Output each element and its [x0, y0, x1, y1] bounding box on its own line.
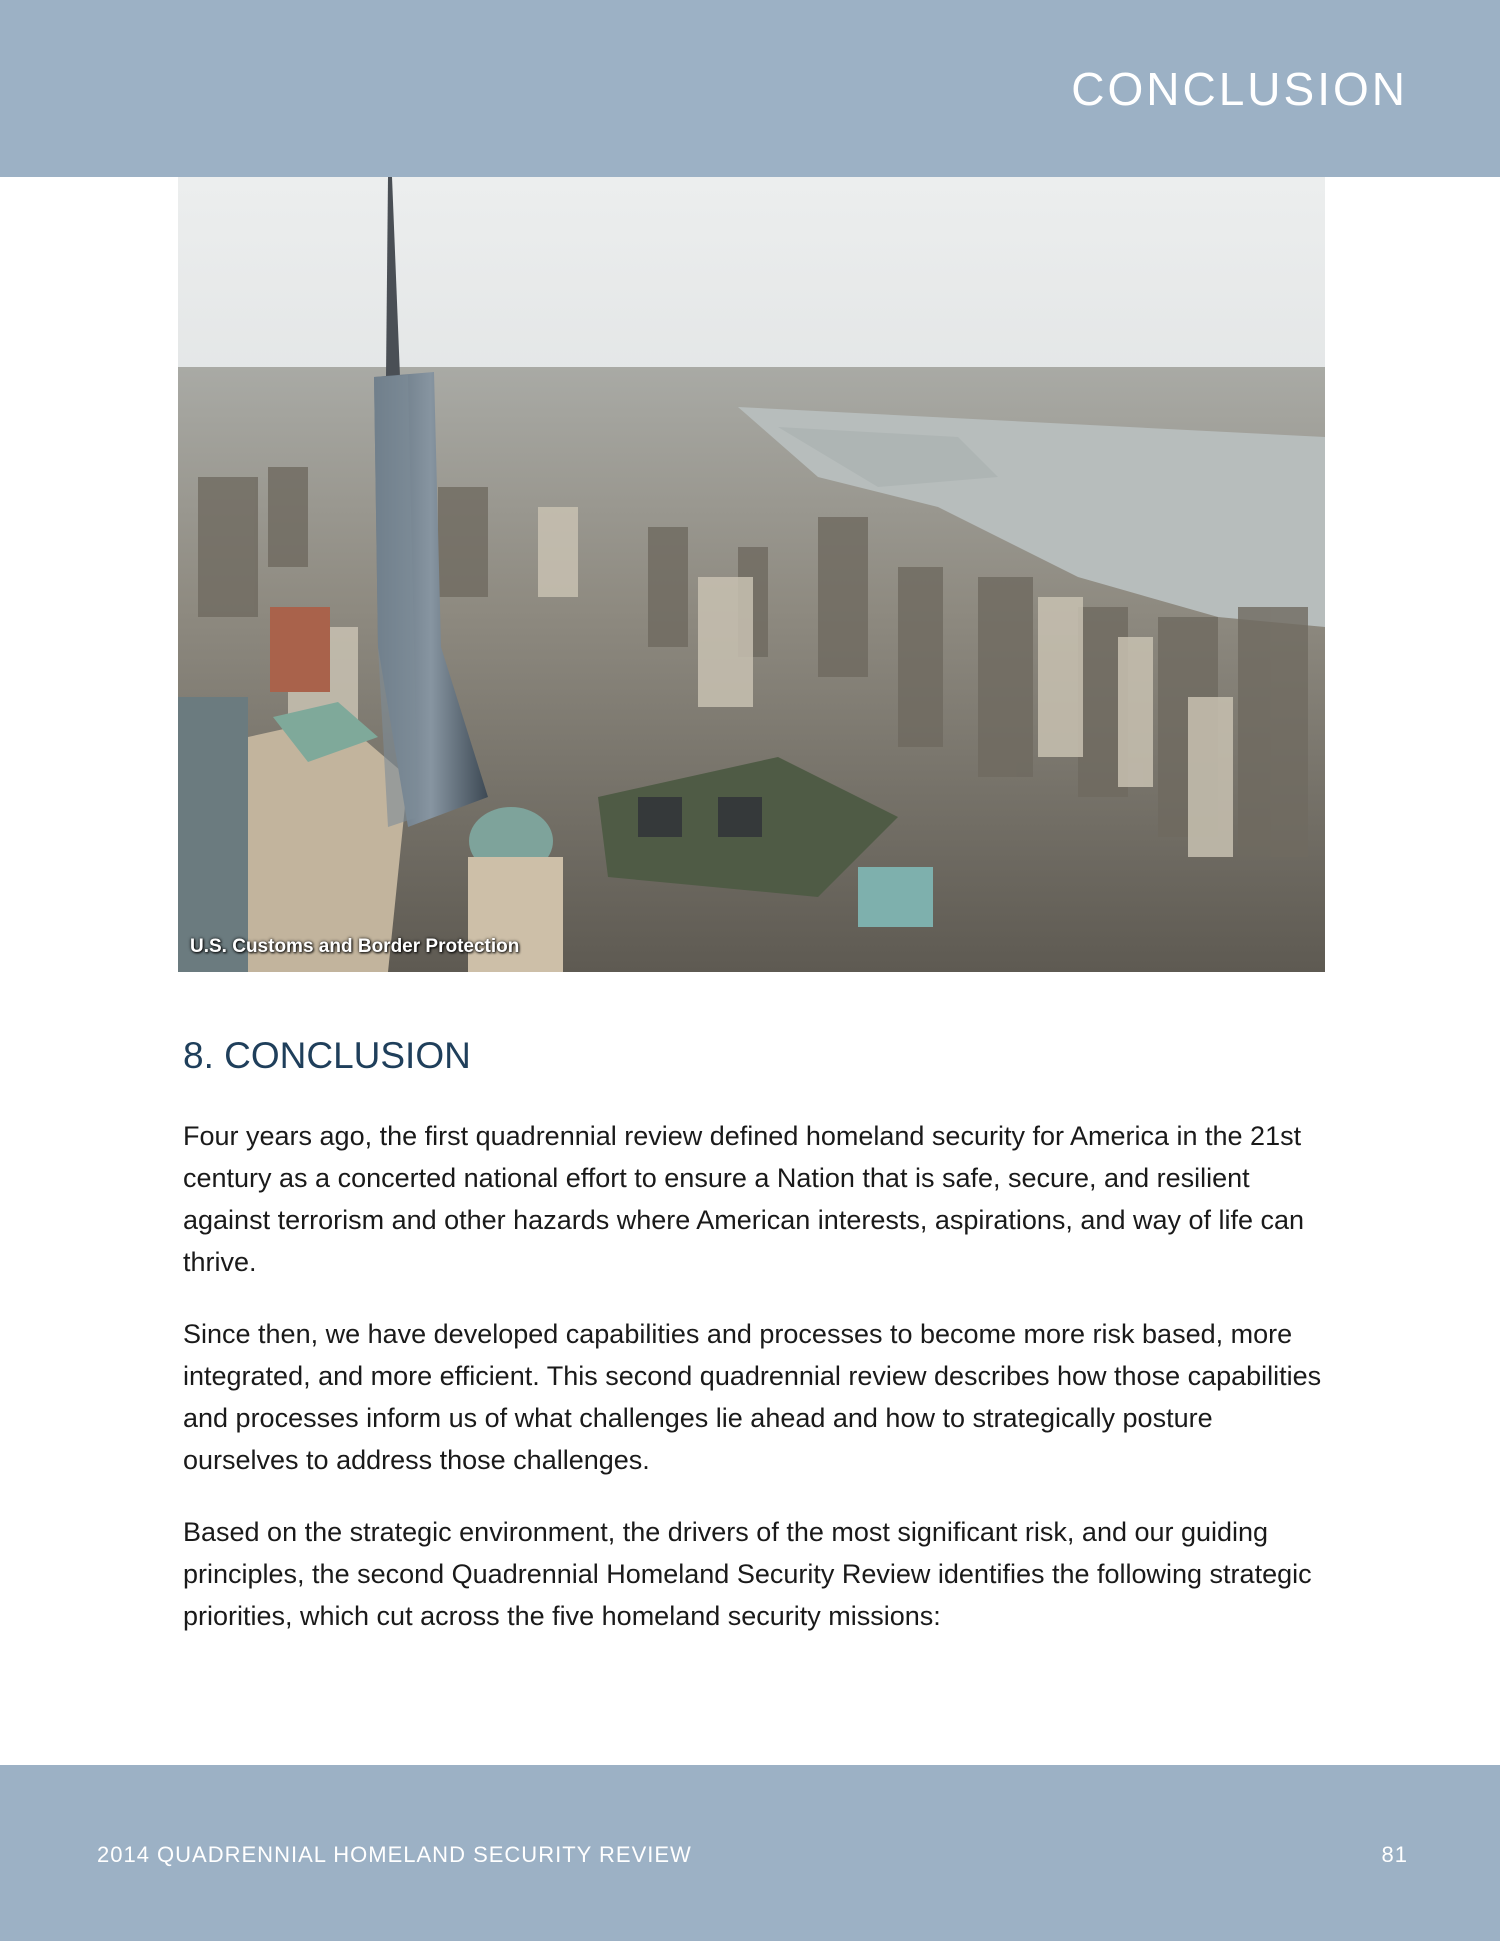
aerial-city-photo — [178, 177, 1325, 972]
page-number: 81 — [1381, 1842, 1408, 1867]
paragraph: Based on the strategic environment, the drivers of the most significant risk, and our guiding principles, the second Quadrennial Homeland Security Review identifies the following strategic priorities, which cut across the five homeland security missions: — [183, 1517, 1312, 1631]
page-section-title: CONCLUSION — [1071, 63, 1408, 115]
city-skyline-illustration — [178, 177, 1325, 972]
photo-credit: U.S. Customs and Border Protection — [190, 936, 520, 957]
paragraph: Since then, we have developed capabilities and processes to become more risk based, more integrated, and more efficient. This second quadrennial review describes how those capabilities and processes inform us of what challenges lie ahead and how to strategically posture ourselves to address those challenges. — [183, 1319, 1322, 1475]
footer-document-title: 2014 QUADRENNIAL HOMELAND SECURITY REVIEW — [97, 1842, 692, 1867]
section-heading: 8. CONCLUSION — [183, 1035, 471, 1076]
paragraph: Four years ago, the first quadrennial review defined homeland security for America in the 21st century as a concerted national effort to ensure a Nation that is safe, secure, and resilient against terrorism and other hazards where American interests, aspirations, and way of life can thrive. — [183, 1121, 1305, 1277]
body-text — [183, 1115, 1323, 1667]
